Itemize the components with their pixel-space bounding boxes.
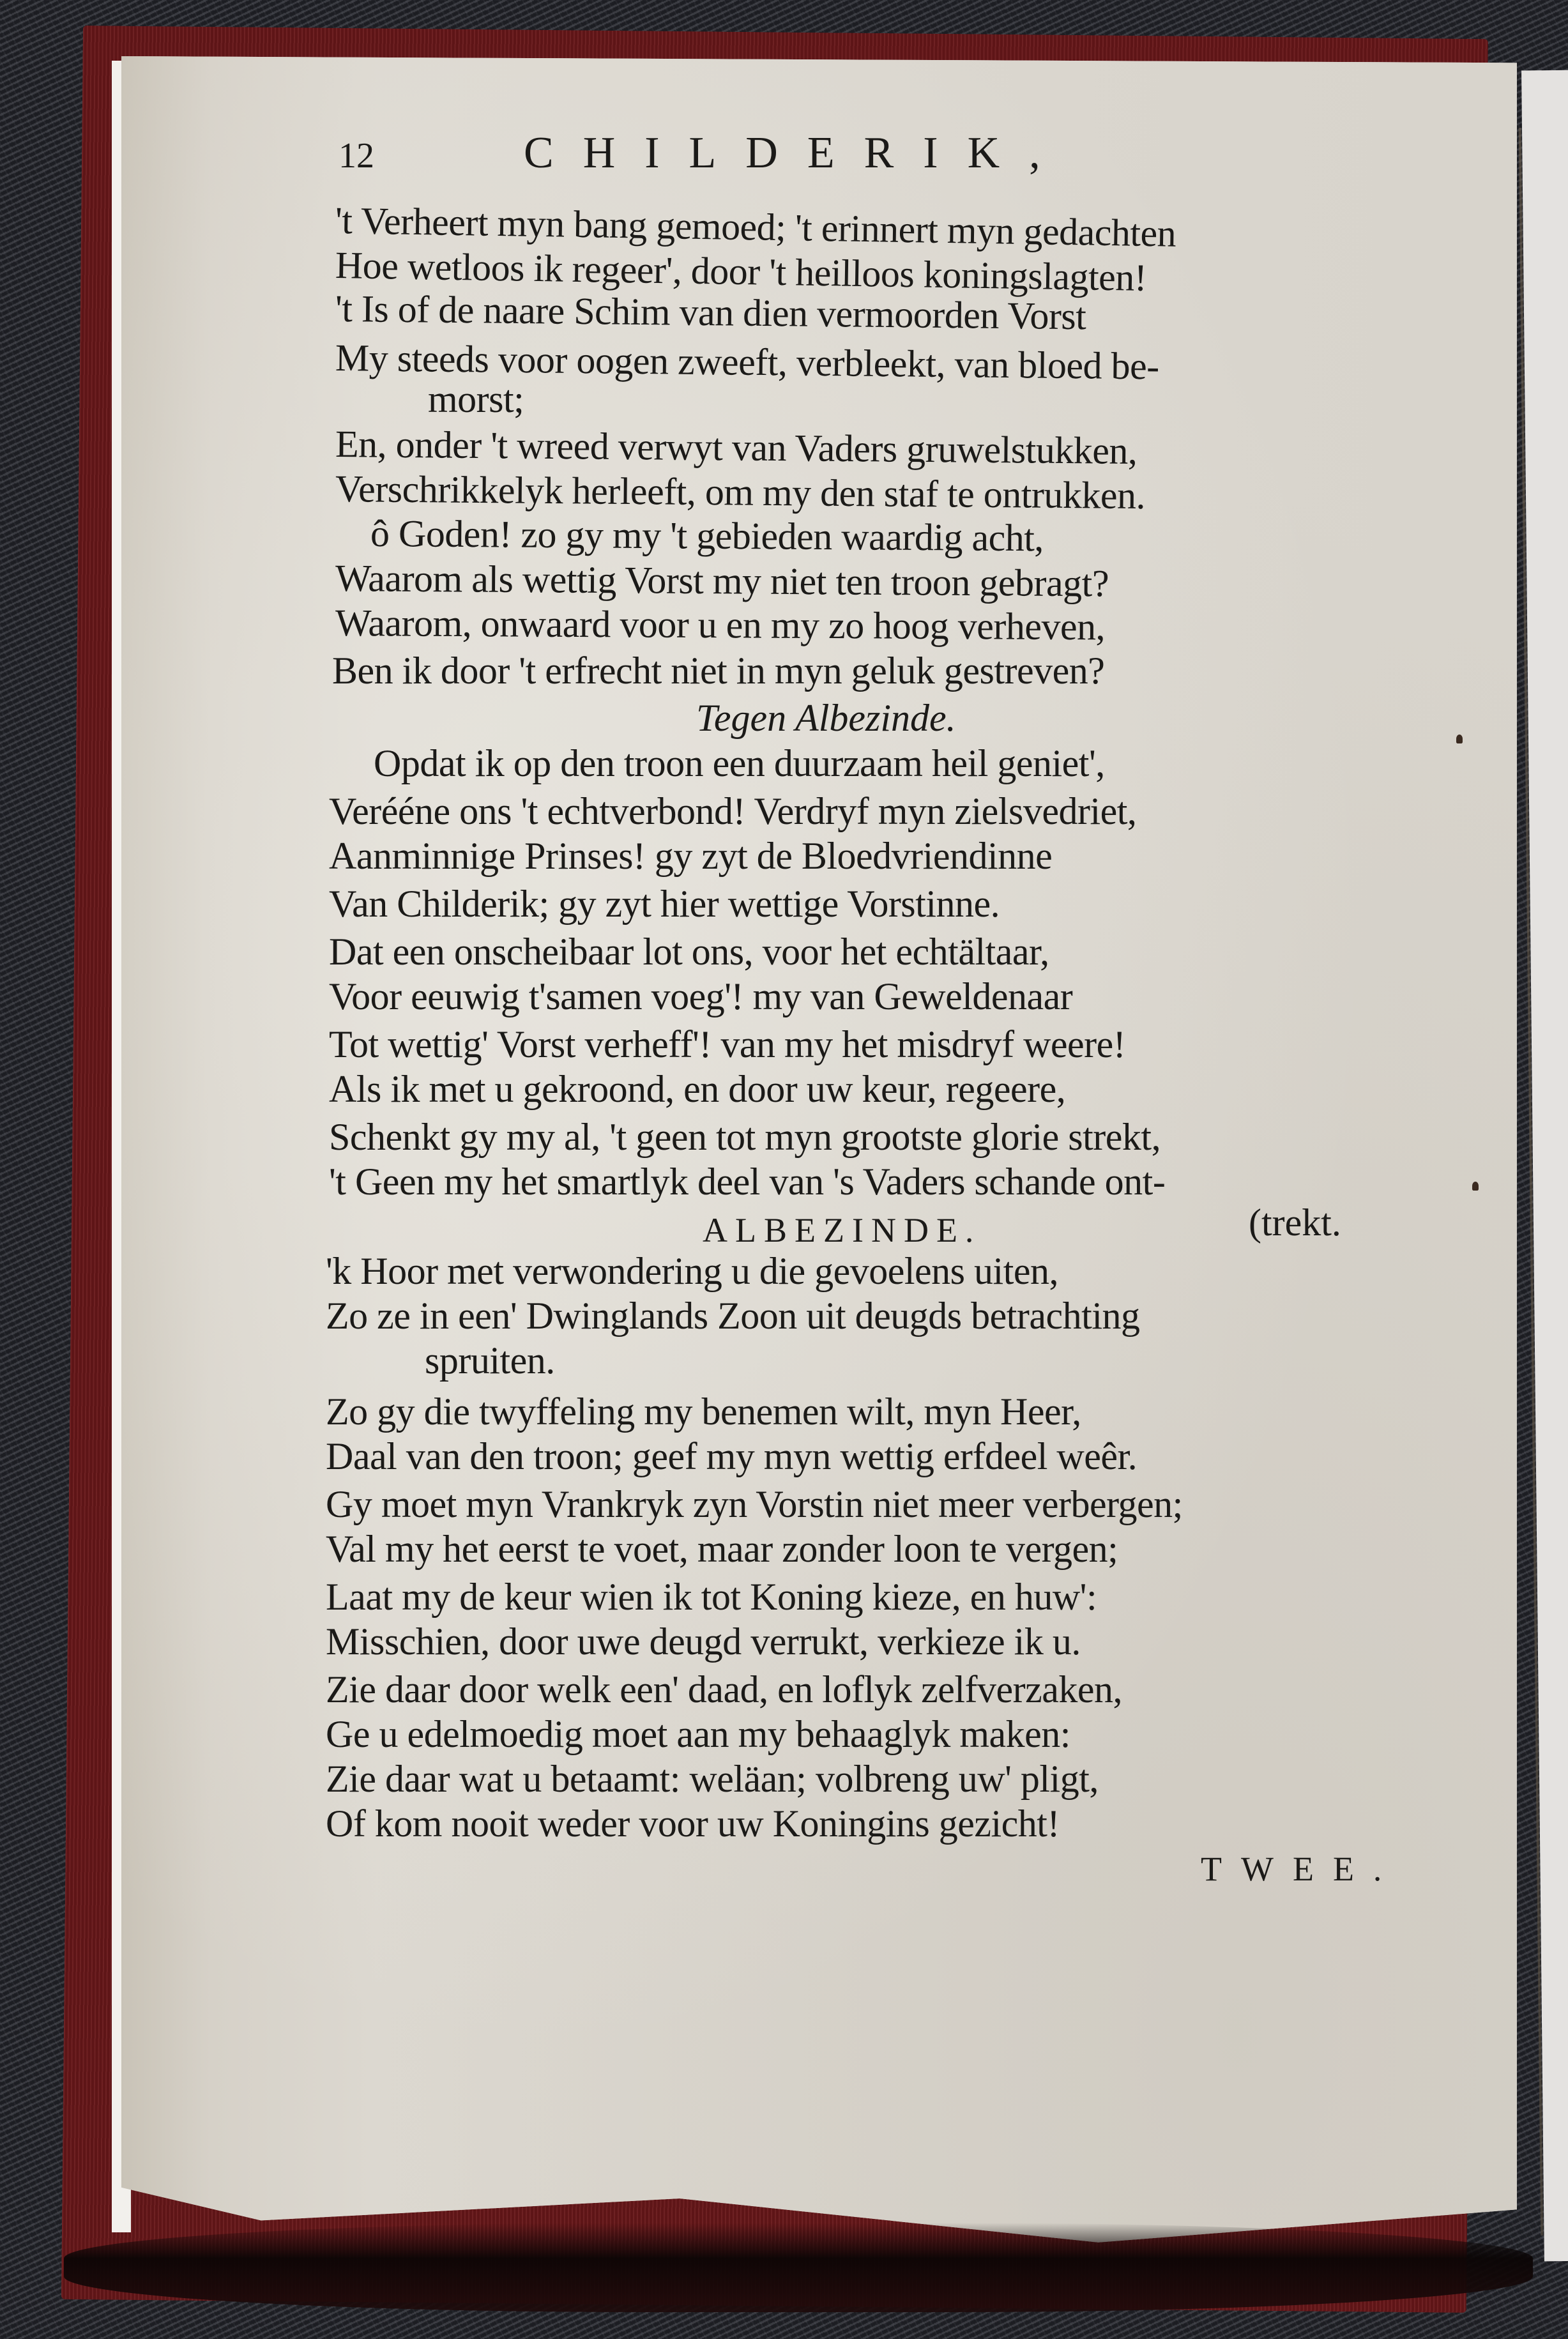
verse-line: Misschien, door uwe deugd verrukt, verkieze ik u. <box>326 1620 1081 1663</box>
verse-line: My steeds voor oogen zweeft, verbleekt, van bloed be- <box>335 337 1160 388</box>
verse-line-continuation: spruiten. <box>425 1339 555 1382</box>
verse-line: Zo gy die twyffeling my benemen wilt, myn Heer, <box>326 1390 1081 1433</box>
speaker-name: ALBEZINDE. <box>703 1211 982 1249</box>
running-head <box>339 128 1070 181</box>
verse-line: Voor eeuwig t'samen voeg'! my van Geweldenaar <box>329 975 1073 1017</box>
verse-line: Ge u edelmoedig moet aan my behaaglyk maken: <box>326 1713 1070 1755</box>
verse-line: Of kom nooit weder voor uw Koningins gezicht! <box>326 1802 1060 1845</box>
stage-direction: Tegen Albezinde. <box>696 697 956 739</box>
verse-line: 't Is of de naare Schim van dien vermoorden Vorst <box>335 287 1086 338</box>
verse-line: Ben ik door 't erfrecht niet in myn geluk gestreven? <box>332 650 1105 692</box>
verse-line: Dat een onscheibaar lot ons, voor het echtältaar, <box>329 931 1049 973</box>
verse-line: Als ik met u gekroond, en door uw keur, regeere, <box>329 1068 1066 1110</box>
verse-line-continuation: morst; <box>428 378 524 420</box>
verse-line: 'k Hoor met verwondering u die gevoelens uiten, <box>326 1250 1058 1292</box>
verse-line: ô Goden! zo gy my 't gebieden waardig acht, <box>370 512 1044 560</box>
verse-line: 't Geen my het smartlyk deel van 's Vaders schande ont- <box>329 1161 1166 1203</box>
verse-line: Aanminnige Prinses! gy zyt de Bloedvriendinne <box>329 835 1053 877</box>
verse-line: Waarom, onwaard voor u en my zo hoog verheven, <box>335 602 1106 648</box>
verse-line: Van Childerik; gy zyt hier wettige Vorstinne. <box>329 883 1000 925</box>
verse-line: Val my het eerst te voet, maar zonder loon te vergen; <box>326 1528 1118 1570</box>
verse-line: Zie daar wat u betaamt: weläan; volbreng uw' pligt, <box>326 1758 1099 1800</box>
running-title: CHILDERIK, <box>524 128 1070 178</box>
verse-line: Daal van den troon; geef my myn wettig erfdeel weêr. <box>326 1435 1138 1477</box>
verse-line: Schenkt gy my al, 't geen tot myn grootste glorie strekt, <box>329 1116 1161 1158</box>
catchword: TWEE. <box>1201 1850 1401 1888</box>
paper-speck <box>1456 735 1463 743</box>
page-number: 12 <box>339 136 374 176</box>
verse-line: Gy moet myn Vrankryk zyn Vorstin niet meer verbergen; <box>326 1483 1183 1525</box>
verse-line: Laat my de keur wien ik tot Koning kieze, en huw': <box>326 1576 1097 1618</box>
verse-line: En, onder 't wreed verwyt van Vaders gruwelstukken, <box>335 423 1138 472</box>
verse-line: Opdat ik op den troon een duurzaam heil geniet', <box>374 742 1105 784</box>
paper-speck <box>1472 1182 1479 1191</box>
verse-line: Waarom als wettig Vorst my niet ten troon gebragt? <box>335 557 1109 605</box>
verse-line: Tot wettig' Vorst verheff'! van my het misdryf weere! <box>329 1023 1126 1065</box>
verse-line: Zo ze in een' Dwinglands Zoon uit deugds betrachting <box>326 1295 1140 1337</box>
turnover-word: (trekt. <box>1249 1201 1341 1244</box>
verse-line: Verééne ons 't echtverbond! Verdryf myn zielsvedriet, <box>329 790 1137 832</box>
verse-line: 't Verheert myn bang gemoed; 't erinnert myn gedachten <box>335 199 1176 255</box>
verse-line: Verschrikkelyk herleeft, om my den staf te ontrukken. <box>335 468 1146 517</box>
verse-line: Hoe wetloos ik regeer', door 't heilloos koningslagten! <box>335 244 1147 299</box>
verse-line: Zie daar door welk een' daad, en loflyk zelfverzaken, <box>326 1668 1123 1710</box>
